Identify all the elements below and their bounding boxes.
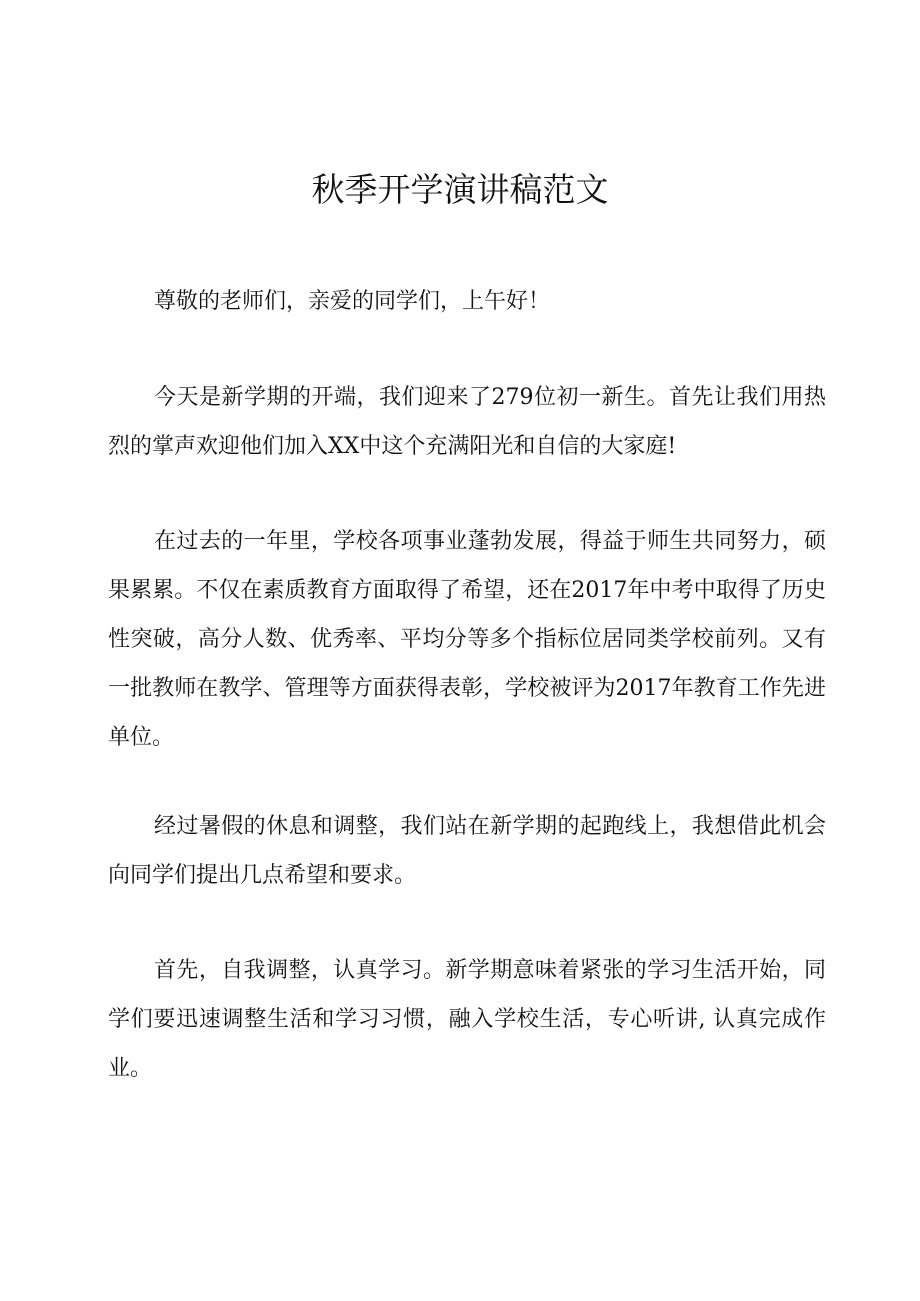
paragraph-welcome: 今天是新学期的开端，我们迎来了279位初一新生。首先让我们用热烈的掌声欢迎他们加入XX中这个充满阳光和自信的大家庭! bbox=[108, 385, 826, 459]
paragraph-first-point: 首先，自我调整，认真学习。新学期意味着紧张的学习生活开始，同学们要迅速调整生活和学习习惯，融入学校生活，专心听讲, 认真完成作业。 bbox=[108, 958, 826, 1081]
document-title: 秋季开学演讲稿范文 bbox=[311, 170, 609, 209]
paragraph-new-term: 经过暑假的休息和调整，我们站在新学期的起跑线上，我想借此机会向同学们提出几点希望和要求。 bbox=[108, 814, 826, 888]
paragraph-greeting: 尊敬的老师们，亲爱的同学们，上午好！ bbox=[154, 289, 551, 314]
paragraph-achievements: 在过去的一年里，学校各项事业蓬勃发展，得益于师生共同努力，硕果累累。不仅在素质教育方面取得了希望，还在2017年中考中取得了历史性突破，高分人数、优秀率、平均分等多个指标位居同类学校前列。又有一批教师在教学、管理等方面获得表彰，学校被评为2017年教育工作先进单位。 bbox=[108, 529, 826, 750]
